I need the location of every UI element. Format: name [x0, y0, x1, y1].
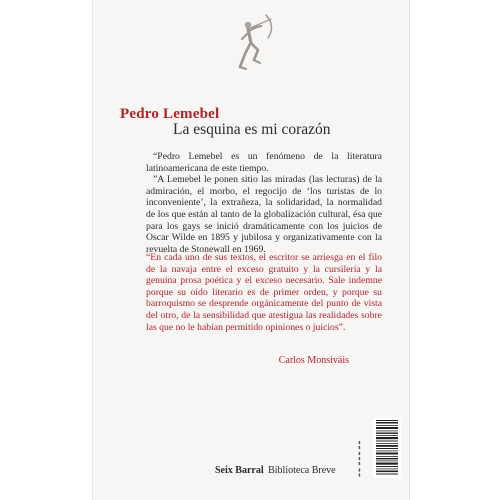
review-quote: “En cada uno de sus textos, el escritor se arriesga en el filo de la navaja entre el exceso gratuito y la cursilería y la genuina prosa poética y el exceso necesario. Sale indemne porque su oído literario es de primer orden, y porque su barroquismo se desprende orgánicamente del punto de vista del otro, de la sensibilidad que atestigua las realidades sobre las que no le habían permitido opiniones o juicios”.	[146, 252, 382, 333]
publisher-brand: Seix Barral	[215, 465, 264, 476]
back-cover	[92, 0, 410, 500]
isbn-barcode	[373, 418, 401, 478]
archer-figure-logo	[236, 12, 278, 74]
isbn-text: ▮▮ ▮▮▮ ▮▮	[357, 440, 362, 478]
book-title: La esquina es mi corazón	[173, 121, 331, 138]
blurb-paragraph: “Pedro Lemebel es un fenómeno de la literatura latinoamericana de este tiempo.	[146, 151, 382, 174]
author-name: Pedro Lemebel	[120, 106, 220, 122]
publisher-imprint	[215, 465, 336, 476]
quote-attribution: Carlos Monsiváis	[278, 355, 349, 366]
blurb	[146, 151, 382, 255]
blurb-paragraph: ”A Lemebel le ponen sitio las miradas (las lecturas) de la admiración, el morbo, el regocijo de ‘los turistas de lo inconveniente’, la extrañeza, la solidaridad, la normalidad de los que están al tanto de la globalización cultural, ésa que para los gays se inició dramáticamente con los juicios de Oscar Wilde en 1895 y jubilosa y organizativamente con la revuelta de Stonewall en 1969.	[146, 174, 382, 255]
publisher-collection: Biblioteca Breve	[268, 465, 336, 476]
